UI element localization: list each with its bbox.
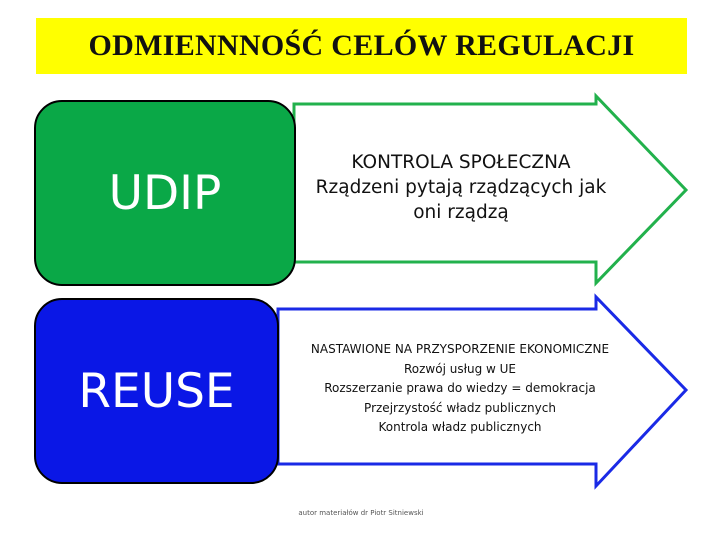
- reuse-line-3: Rozszerzanie prawa do wiedzy = demokracja: [324, 381, 596, 395]
- reuse-box: [34, 298, 279, 484]
- reuse-line-2: Rozwój usług w UE: [403, 361, 517, 376]
- udip-line-2: Rządzeni pytają rządzących jak: [315, 177, 607, 198]
- reuse-line-4: Przejrzystość władz publicznych: [364, 400, 556, 415]
- udip-box: [34, 100, 296, 286]
- udip-line-3: oni rządzą: [413, 202, 509, 223]
- reuse-line-1: NASTAWIONE NA PRZYSPORZENIE EKONOMICZNE: [310, 342, 610, 356]
- reuse-line-5: Kontrola władz publicznych: [378, 420, 542, 434]
- reuse-label: REUSE: [78, 363, 235, 419]
- udip-description: [296, 150, 626, 225]
- udip-label: UDIP: [108, 165, 222, 221]
- udip-line-1: KONTROLA SPOŁECZNA: [351, 152, 571, 173]
- author-footer: autor materiałów dr Piotr Sitniewski: [298, 509, 424, 517]
- slide-title: ODMIENNNOŚĆ CELÓW REGULACJI: [88, 29, 635, 62]
- reuse-description: [282, 340, 638, 438]
